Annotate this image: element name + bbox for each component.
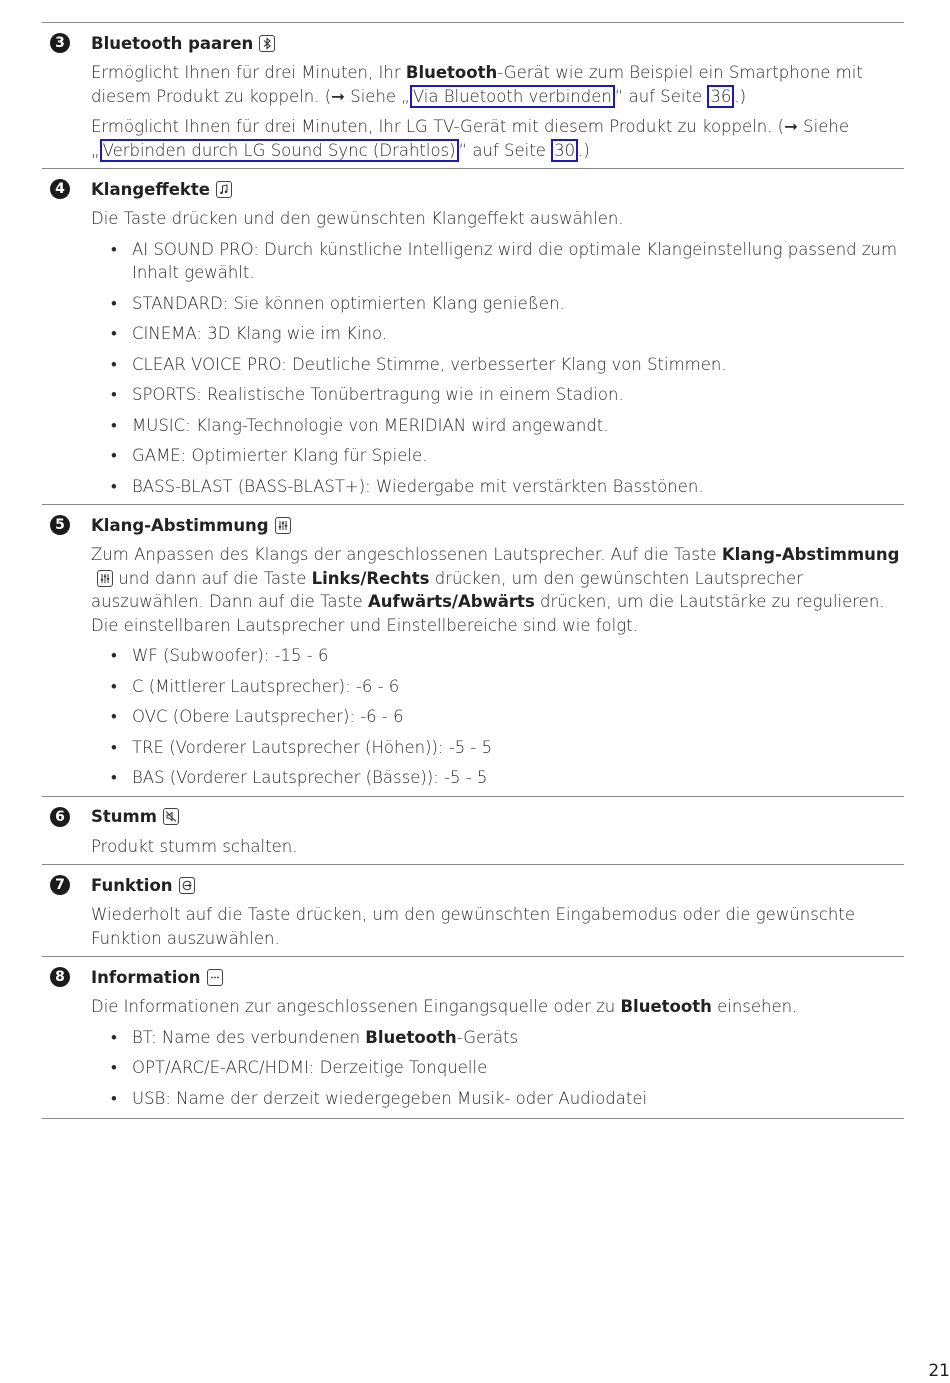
list-item: • WF (Subwoofer): -15 - 6 — [91, 644, 904, 668]
section-title: Klangeffekte — [91, 179, 210, 199]
paragraph: Produkt stumm schalten. — [91, 836, 298, 856]
list-item: • C (Mittlerer Lautsprecher): -6 - 6 — [91, 675, 904, 699]
paragraph: Zum Anpassen des Klangs der angeschlossenen Lautsprecher. Auf die Taste Klang-Abstimmung und dann auf die Taste Links/Rechts drücken, um den gewünschten Lautsprecher auszuwählen. Dann auf die Taste Aufwärts/Abwärts drücken, um die Lautstärke zu regulieren. Die einstellbaren Lautsprecher und Einstellbereiche sind wie folgt. — [91, 545, 900, 635]
list-item: • MUSIC: Klang-Technologie von MERIDIAN wird angewandt. — [91, 414, 904, 438]
list-item: • BAS (Vorderer Lautsprecher (Bässe)): -5 - 5 — [91, 766, 904, 790]
list-item: • OPT/ARC/E-ARC/HDMI: Derzeitige Tonquelle — [91, 1056, 904, 1080]
section-number: 4 — [50, 179, 70, 199]
section-number: 8 — [50, 967, 70, 987]
sound-effect-icon — [216, 181, 232, 198]
section-heading — [42, 32, 904, 54]
paragraph: Ermöglicht Ihnen für drei Minuten, Ihr Bluetooth-Gerät wie zum Beispiel ein Smartphone mit diesem Produkt zu koppeln. (➞ Siehe „ Via Bluetooth verbinden “ auf Seite 36 .) — [91, 63, 863, 106]
list-item: • CINEMA: 3D Klang wie im Kino. — [91, 322, 904, 346]
link-page-30[interactable]: 30 — [551, 139, 578, 162]
paragraph: Die Informationen zur angeschlossenen Eingangsquelle oder zu Bluetooth einsehen. — [91, 997, 798, 1016]
section-heading — [42, 874, 904, 896]
section-title: Bluetooth paaren — [91, 33, 254, 53]
section-heading — [42, 178, 904, 200]
link-page-36[interactable]: 36 — [707, 85, 734, 108]
bullet-list — [91, 1026, 904, 1111]
list-item: • OVC (Obere Lautsprecher): -6 - 6 — [91, 705, 904, 729]
section-heading — [42, 966, 904, 988]
list-item: • USB: Name der derzeit wiedergegeben Musik- oder Audiodatei — [91, 1087, 904, 1111]
section-title: Stumm — [91, 807, 157, 826]
section-function — [42, 864, 904, 956]
section-body — [91, 995, 904, 1110]
list-item: • STANDARD: Sie können optimierten Klang genießen. — [91, 292, 904, 316]
arrow-right-icon: ➞ — [331, 86, 345, 106]
section-number: 3 — [50, 33, 70, 53]
section-heading — [42, 806, 904, 828]
section-body — [91, 543, 904, 790]
section-mute — [42, 796, 904, 865]
bullet-list — [91, 644, 904, 790]
list-item: • SPORTS: Realistische Tonübertragung wie in einem Stadion. — [91, 383, 904, 407]
list-item: • AI SOUND PRO: Durch künstliche Intelligenz wird die optimale Klangeinstellung passend zum Inhalt gewählt. — [91, 238, 904, 285]
section-heading — [42, 514, 904, 536]
list-item: • CLEAR VOICE PRO: Deutliche Stimme, verbesserter Klang von Stimmen. — [91, 353, 904, 377]
section-title: Funktion — [91, 875, 173, 895]
paragraph: Die Taste drücken und den gewünschten Klangeffekt auswählen. — [91, 209, 624, 228]
link-lg-sound-sync[interactable]: Verbinden durch LG Sound Sync (Drahtlos) — [100, 139, 459, 162]
info-dots-icon — [207, 969, 223, 986]
section-sound-tuning — [42, 504, 904, 796]
paragraph: Ermöglicht Ihnen für drei Minuten, Ihr LG TV-Gerät mit diesem Produkt zu koppeln. (➞ Siehe „ Verbinden durch LG Sound Sync (Drahtlos) “ auf Seite 30 .) — [91, 117, 850, 160]
arrow-right-icon: ➞ — [784, 117, 798, 136]
section-body — [91, 903, 904, 950]
list-item: • BT: Name des verbundenen Bluetooth-Geräts — [91, 1026, 904, 1050]
mute-icon — [163, 808, 179, 825]
sound-tuning-icon — [97, 570, 113, 587]
list-item: • BASS-BLAST (BASS-BLAST+): Wiedergabe mit verstärkten Basstönen. — [91, 475, 904, 499]
section-number: 5 — [50, 515, 70, 535]
section-number: 7 — [50, 875, 70, 895]
paragraph: Wiederholt auf die Taste drücken, um den gewünschten Eingabemodus oder die gewünschte Funktion auszuwählen. — [91, 905, 855, 948]
section-body — [91, 61, 904, 162]
sound-tuning-icon — [275, 517, 291, 534]
section-sound-effects — [42, 168, 904, 504]
bluetooth-icon — [259, 35, 275, 52]
link-via-bluetooth[interactable]: Via Bluetooth verbinden — [410, 85, 615, 108]
page-number: 21 — [928, 1361, 950, 1381]
list-item: • GAME: Optimierter Klang für Spiele. — [91, 444, 904, 468]
list-item: • TRE (Vorderer Lautsprecher (Höhen)): -5 - 5 — [91, 736, 904, 760]
section-number: 6 — [50, 807, 70, 827]
section-information — [42, 956, 904, 1119]
bullet-list — [91, 238, 904, 499]
section-body — [91, 207, 904, 498]
section-title: Klang-Abstimmung — [91, 515, 269, 535]
section-title: Information — [91, 967, 201, 987]
section-body — [91, 835, 904, 859]
section-bluetooth-pairing — [42, 22, 904, 168]
function-icon — [179, 877, 195, 894]
manual-content — [42, 22, 904, 1119]
